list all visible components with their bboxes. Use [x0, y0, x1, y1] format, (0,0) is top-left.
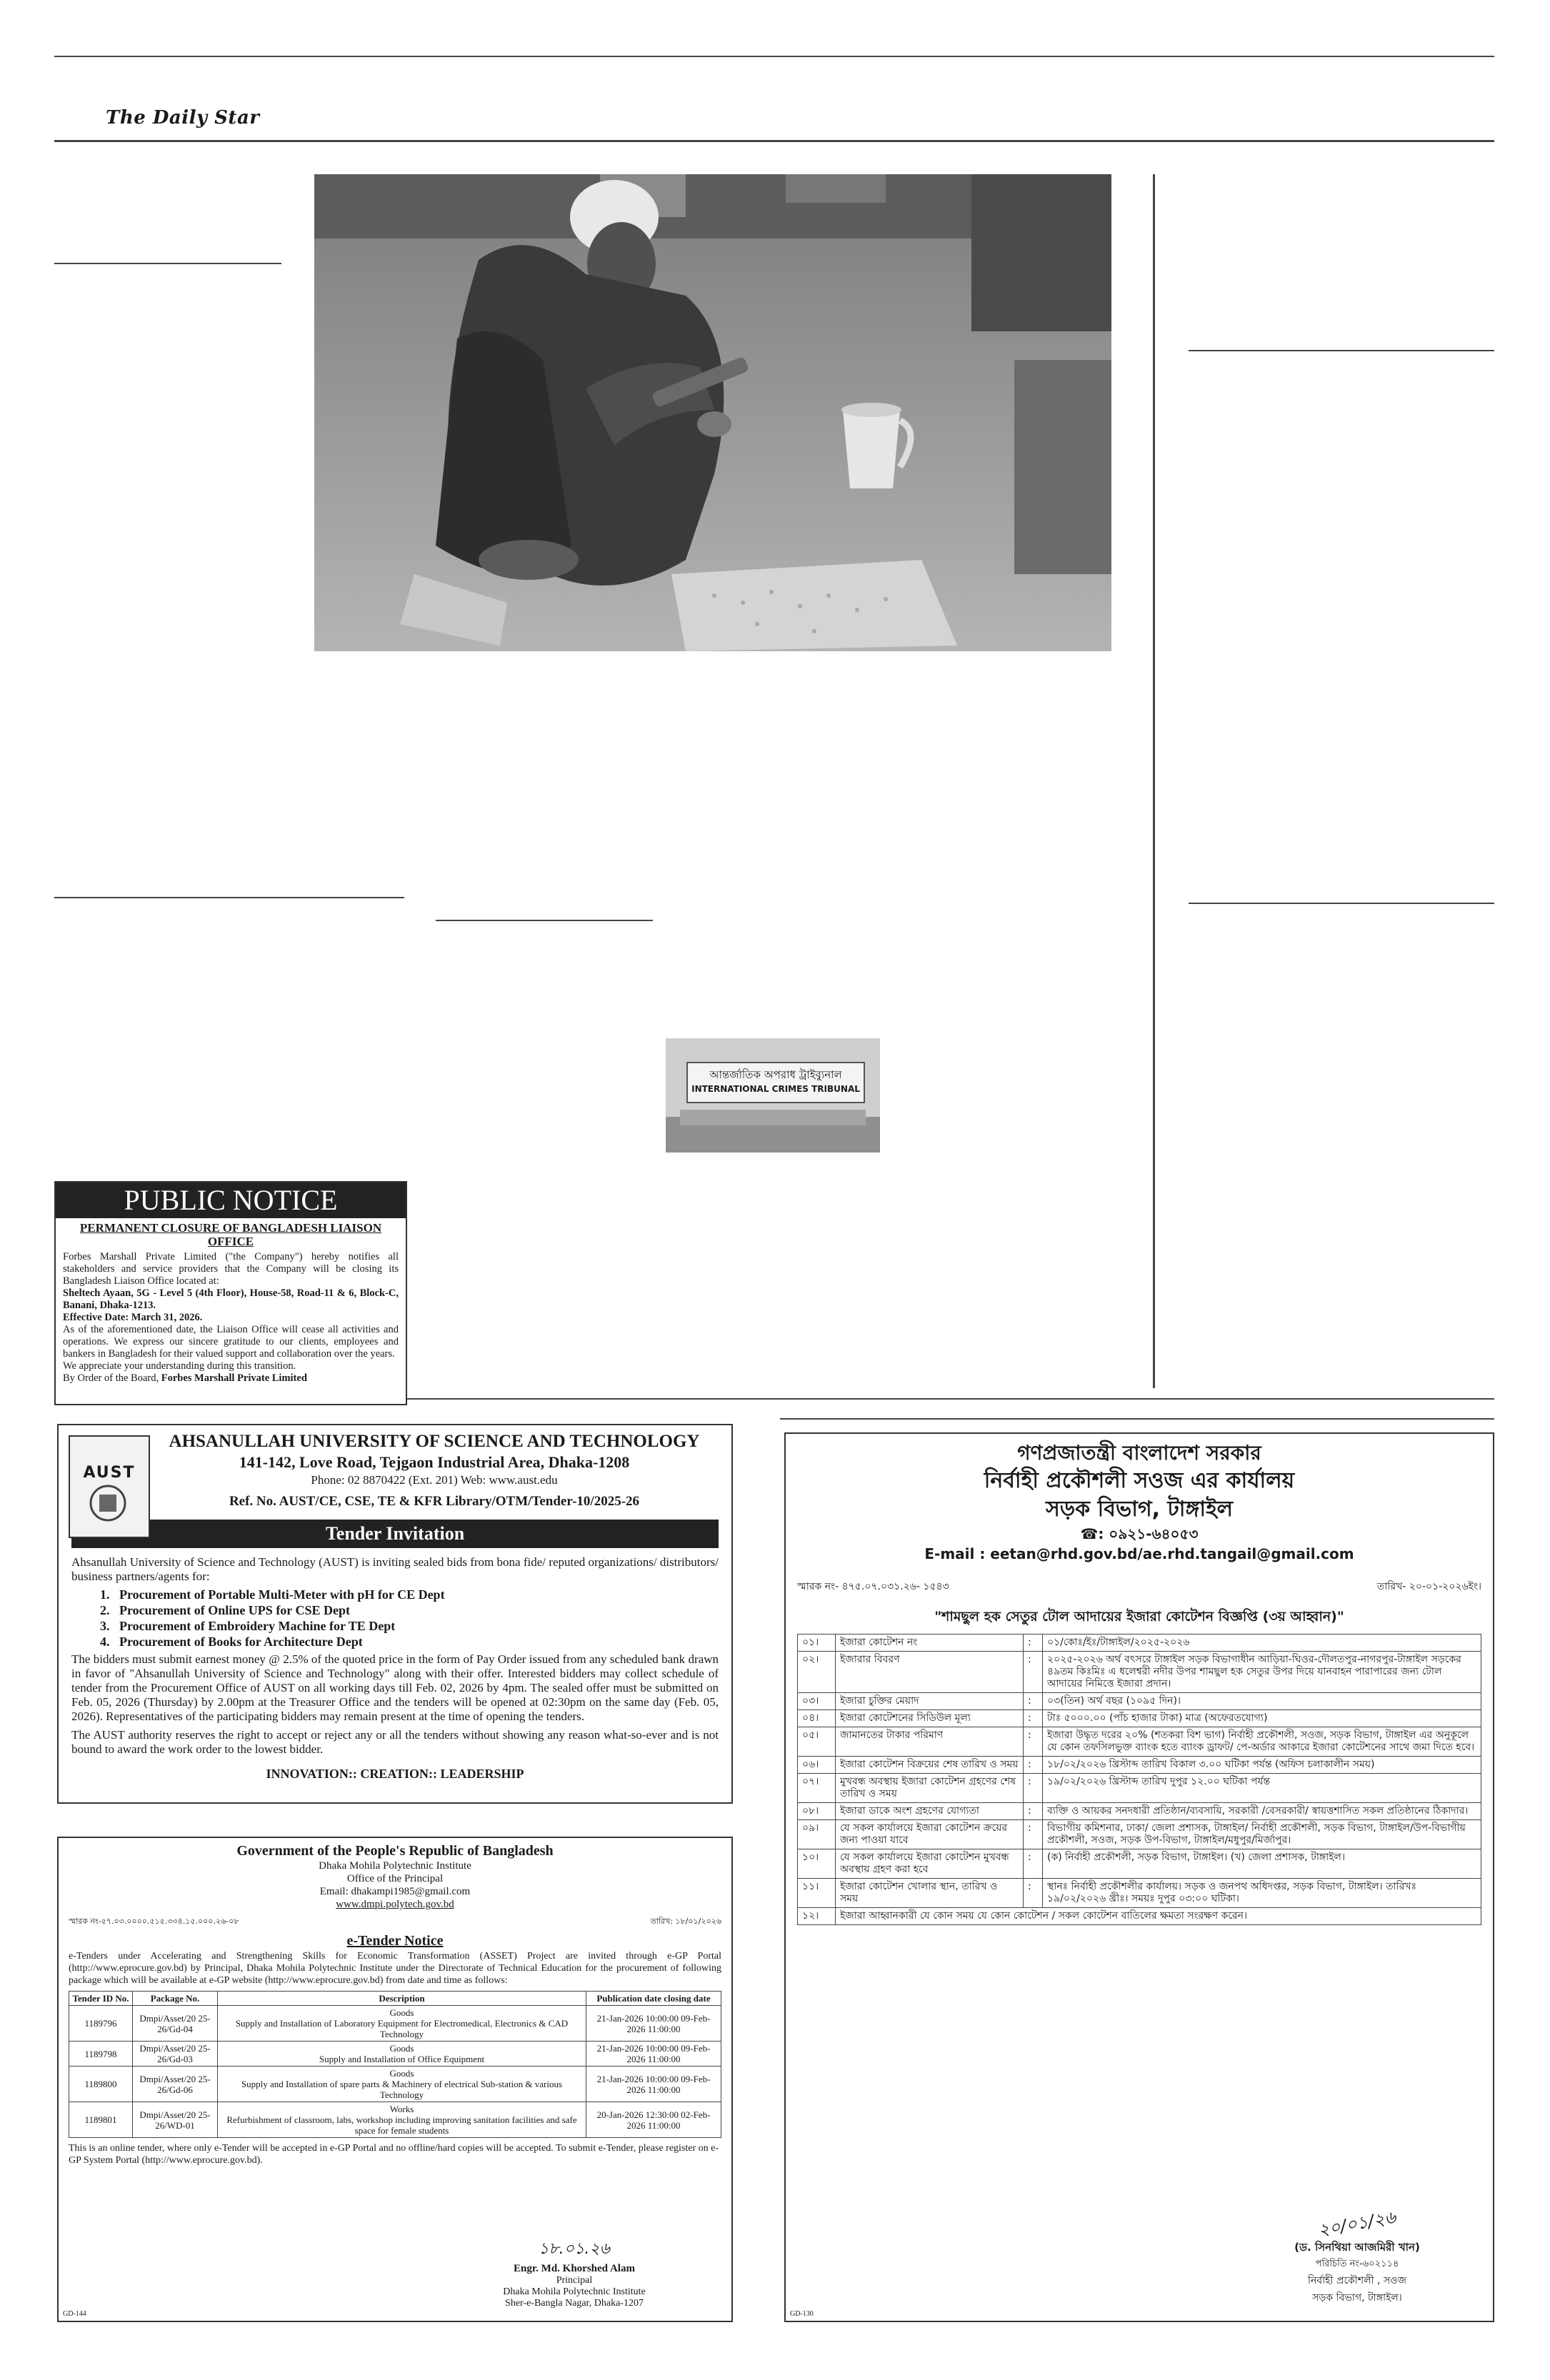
table-row [69, 2067, 721, 2102]
dmpi-web: www.dmpi.polytech.gov.bd [336, 1899, 454, 1910]
dmpi-desc-text: Supply and Installation of spare parts & Machinery of electrical Sub-station & various Technology [241, 2079, 563, 2100]
ict-building-image [666, 1038, 880, 1153]
aust-item: 1. Procurement of Portable Multi-Meter with pH for CE Dept [100, 1587, 445, 1602]
masthead-rule [54, 140, 1494, 142]
dmpi-memo: স্মারক নং-৫৭.০৩.০০০০.৫১৫.৩৩৪.১৫.০০০.২৬-০৮ [69, 1917, 239, 1926]
aust-para2: The AUST authority reserves the right to accept or reject any or all the tenders without showing any reason what-so-ever and is not bound to award the work order to the lowest bidder. [71, 1728, 719, 1756]
table-row [69, 2042, 721, 2067]
public-notice-address: Sheltech Ayaan, 5G - Level 5 (4th Floor), House-58, Road-11 & 6, Block-C, Banani, Dhaka-1213. [63, 1287, 399, 1311]
dmpi-description [218, 2006, 586, 2042]
ict-sign-bangla: আন্তর্জাতিক অপরাধ ট্রাইব্যুনাল [709, 1068, 842, 1081]
rhd-quotation-table [797, 1634, 1481, 1925]
table-row: ১১। ইজারা কোটেশন খোলার স্থান, তারিখ ও সময় : স্থানঃ নির্বাহী প্রকৌশলীর কার্যালয়। সড়ক ও জনপথ অধিদপ্তর, সড়ক বিভাগ, টাঙ্গাইল। তারিখঃ ১৯/০২/২০২৬ খ্রীঃ। সময়ঃ দুপুর ০৩:০০ ঘটিকা। [798, 1879, 1481, 1908]
rhd-row-key: ইজারা আহ্বানকারী যে কোন সময় যে কোন কোটেশন / সকল কোটেশন বাতিলের ক্ষমতা সংরক্ষণ করেন। [836, 1908, 1481, 1925]
rhd-row-key: মুখবন্ধ অবস্থায় ইজারা কোটেশন গ্রহণের শেষ তারিখ ও সময় [836, 1774, 1024, 1803]
aust-tender-banner: Tender Invitation [71, 1520, 719, 1548]
rhd-date: তারিখ- ২০-০১-২০২৬ইং। [1376, 1581, 1481, 1592]
dmpi-description [218, 2102, 586, 2138]
rhd-row-value: টাঃ ৫০০০.০০ (পাঁচ হাজার টাকা) মাত্র (অফেরতযোগ্য) [1043, 1710, 1481, 1727]
rhd-sign-date: ২০/০১/২৬ [1316, 2206, 1398, 2241]
dmpi-gov: Government of the People's Republic of Bangladesh [236, 1843, 554, 1859]
rhd-row-no: ১২। [798, 1908, 836, 1925]
left-col-rule-2 [54, 897, 404, 898]
rhd-row-no: ১১। [798, 1879, 836, 1908]
dmpi-intro: e-Tenders under Accelerating and Strengthening Skills for Economic Transformation (ASSET) Project are invited through e-GP Portal (http://www.eprocure.gov.bd) by Principal, Dhaka Mohila Polytechnic Institute under the Directorate of Technical Education for the procurement of following package which will be available at e-GP website (http://www.eprocure.gov.bd) from date and time as follows: [69, 1951, 721, 1986]
rhd-row-key: যে সকল কার্যালয়ে ইজারা কোটেশন মুখবন্ধ অবস্থায় গ্রহণ করা হবে [836, 1849, 1024, 1879]
aust-item: 4. Procurement of Books for Architecture Dept [100, 1635, 363, 1649]
aust-logo-text: AUST [83, 1464, 136, 1482]
left-col-rule-1 [54, 263, 281, 264]
rhd-memo-row [797, 1578, 1481, 1595]
rhd-row-no: ০৩। [798, 1693, 836, 1710]
rhd-dept: সড়ক বিভাগ, টাঙ্গাইল [1045, 1497, 1234, 1522]
dmpi-col-package: Package No. [133, 1992, 218, 2006]
dmpi-sign-date: ১৮.০১.২৬ [539, 2240, 610, 2258]
aust-items-list [100, 1587, 719, 1650]
public-notice-intro: Forbes Marshall Private Limited ("the Company") hereby notifies all stakeholders and service providers that the Company will be closing its Bangladesh Liaison Office located at: [63, 1251, 399, 1287]
dmpi-description [218, 2042, 586, 2067]
dmpi-desc-text: Supply and Installation of Laboratory Equipment for Electromedical, Electronics & CAD Technology [235, 2018, 569, 2039]
masthead-logo: The Daily Star [106, 107, 260, 129]
dmpi-type: Goods [389, 2043, 414, 2054]
rhd-row-key: ইজারা কোটেশন খোলার স্থান, তারিখ ও সময় [836, 1879, 1024, 1908]
dmpi-email: Email: dhakampi1985@gmail.com [319, 1886, 471, 1897]
aust-logo [69, 1435, 150, 1538]
aust-item: 2. Procurement of Online UPS for CSE Dept [100, 1603, 350, 1617]
dmpi-package: Dmpi/Asset/20 25-26/WD-01 [133, 2102, 218, 2138]
table-row: ০৯। যে সকল কার্যালয়ে ইজারা কোটেশন ক্রয়ের জন্য পাওয়া যাবে : বিভাগীয় কমিশনার, ঢাকা/ জেলা প্রশাসক, টাঙ্গাইল/ নির্বাহী প্রকৌশলী, সড়ক বিভাগ, টাঙ্গাইল/উপ-বিভাগীয় প্রকৌশলী, সওজ, সড়ক উপ-বিভাগ, টাঙ্গাইল/মধুপুর/মির্জাপুর। [798, 1820, 1481, 1849]
aust-phone-web: Phone: 02 8870422 (Ext. 201) Web: www.aust.edu [311, 1473, 558, 1487]
dmpi-tender-id: 1189800 [69, 2067, 133, 2102]
right-col-rule-1 [1189, 350, 1494, 351]
dmpi-type: Goods [389, 2007, 414, 2018]
rhd-row-no: ০২। [798, 1652, 836, 1693]
dmpi-signer: Engr. Md. Khorshed Alam [514, 2263, 635, 2274]
rhd-gov: গণপ্রজাতন্ত্রী বাংলাদেশ সরকার [1017, 1441, 1261, 1465]
dmpi-package: Dmpi/Asset/20 25-26/Gd-03 [133, 2042, 218, 2067]
dmpi-ad-code: GD-144 [63, 2310, 86, 2318]
rhd-row-no: ০৬। [798, 1757, 836, 1774]
rhd-row-no: ০৯। [798, 1820, 836, 1849]
table-row: ০৪। ইজারা কোটেশনের সিডিউল মূল্য : টাঃ ৫০০০.০০ (পাঁচ হাজার টাকা) মাত্র (অফেরতযোগ্য) [798, 1710, 1481, 1727]
public-notice-para2: As of the aforementioned date, the Liaison Office will cease all activities and operations. We express our sincere gratitude to our clients, employees and bankers in Bangladesh for their valued support and collaboration over the years. [63, 1324, 399, 1360]
rhd-row-value: ইজারা উদ্ধৃত দরের ২০% (শতকরা বিশ ভাগ) নির্বাহী প্রকৌশলী, সওজ, সড়ক বিভাগ, টাঙ্গাইল এর অনুকূলে যে কোন তফসিলভুক্ত ব্যাংক হতে ব্যাংক ড্রাফট/ পে-অর্ডার আকারে ইজারা কোটেশনের সাথে জমা দিতে হবে। [1043, 1727, 1481, 1757]
rhd-heading: "শামছুল হক সেতুর টোল আদায়ের ইজারা কোটেশন বিজ্ঞপ্তি (৩য় আহ্বান)" [934, 1609, 1344, 1625]
rhd-row-key: ইজারার বিবরণ [836, 1652, 1024, 1693]
public-notice-subtitle: PERMANENT CLOSURE OF BANGLADESH LIAISON OFFICE [79, 1221, 382, 1248]
dmpi-office: Office of the Principal [346, 1873, 444, 1884]
rhd-row-value: ২০২৫-২০২৬ অর্থ বৎসরে টাঙ্গাইল সড়ক বিভাগাধীন আড়িয়া-ঘিওর-দৌলতপুর-নাগরপুর-টাঙ্গাইল সড়কের ৪৯তম কিঃমিঃ এ ধলেশ্বরী নদীর উপর শামছুল হক সেতুর উপর দিয়ে যানবাহন পারাপারের জন্য টোল আদায়ের নিমিত্তে ইজারা প্রদান। [1043, 1652, 1481, 1693]
rhd-signer: (ড. সিনথিয়া আজমিরী খান) [1294, 2241, 1420, 2254]
rhd-row-value: ব্যক্তি ও আয়কর সনদধারী প্রতিষ্ঠান/ব্যবসায়ি, সরকারী /বেসরকারী/ স্বায়ত্তশাসিত সকল প্রতিষ্ঠানের ঠিকাদার। [1043, 1803, 1481, 1820]
table-row [69, 2006, 721, 2042]
dmpi-dates: 20-Jan-2026 12:30:00 02-Feb-2026 11:00:00 [586, 2102, 721, 2138]
dmpi-desc-text: Refurbishment of classroom, labs, workshop including improving sanitation facilities and safe space for female students [226, 2114, 577, 2136]
rhd-row-key: ইজারা চুক্তির মেয়াদ [836, 1693, 1024, 1710]
dmpi-col-dates: Publication date closing date [586, 1992, 721, 2006]
rhd-row-no: ০৫। [798, 1727, 836, 1757]
rhd-row-no: ০১। [798, 1635, 836, 1652]
rhd-row-value: ১৮/০২/২০২৬ খ্রিস্টাব্দ তারিখ বিকাল ৩.০০ ঘটিকা পর্যন্ত (অফিস চলাকালীন সময়) [1043, 1757, 1481, 1774]
dmpi-package: Dmpi/Asset/20 25-26/Gd-06 [133, 2067, 218, 2102]
rhd-office: নির্বাহী প্রকৌশলী সওজ এর কার্যালয় [984, 1468, 1295, 1493]
public-notice-para3: We appreciate your understanding during this transition. [63, 1360, 296, 1372]
news-photo [314, 174, 1111, 651]
aust-ref: Ref. No. AUST/CE, CSE, TE & KFR Library/OTM/Tender-10/2025-26 [229, 1494, 640, 1509]
rhd-ad-code: GD-130 [790, 2310, 814, 2318]
rhd-row-no: ০৭। [798, 1774, 836, 1803]
ict-sign-english: INTERNATIONAL CRIMES TRIBUNAL [691, 1084, 860, 1094]
dmpi-memo-row [69, 1915, 721, 1929]
dmpi-signer-title: Principal [556, 2275, 593, 2286]
table-row [69, 2102, 721, 2138]
rhd-signer-title: নির্বাহী প্রকৌশলী , সওজ [1307, 2275, 1407, 2286]
public-notice-order-prefix: By Order of the Board, [63, 1372, 161, 1384]
aust-emblem-icon [70, 1482, 146, 1525]
public-notice-ad [54, 1181, 407, 1405]
table-row: ০১। ইজারা কোটেশন নং : ০১/কোঃ/ইঃ/টাঙ্গাইল/২০২৫-২০২৬ [798, 1635, 1481, 1652]
table-row: ০৭। মুখবন্ধ অবস্থায় ইজারা কোটেশন গ্রহণের শেষ তারিখ ও সময় : ১৯/০২/২০২৬ খ্রিস্টাব্দ তারিখ দুপুর ১২.০০ ঘটিকা পর্যন্ত [798, 1774, 1481, 1803]
table-row: ০৫। জামানতের টাকার পরিমাণ : ইজারা উদ্ধৃত দরের ২০% (শতকরা বিশ ভাগ) নির্বাহী প্রকৌশলী, সওজ, সড়ক বিভাগ, টাঙ্গাইল এর অনুকূলে যে কোন তফসিলভুক্ত ব্যাংক হতে ব্যাংক ড্রাফট/ পে-অর্ডার আকারে ইজারা কোটেশনের সাথে জমা দিতে হবে। [798, 1727, 1481, 1757]
dmpi-dates: 21-Jan-2026 10:00:00 09-Feb-2026 11:00:00 [586, 2006, 721, 2042]
dmpi-description [218, 2067, 586, 2102]
public-notice-order [63, 1372, 399, 1385]
dmpi-date: তারিখ: ১৮/০১/২০২৬ [650, 1917, 721, 1926]
dmpi-type: Works [389, 2104, 414, 2114]
public-notice-body [56, 1248, 406, 1387]
rhd-row-key: যে সকল কার্যালয়ে ইজারা কোটেশন ক্রয়ের জন্য পাওয়া যাবে [836, 1820, 1024, 1849]
public-notice-order-company: Forbes Marshall Private Limited [161, 1372, 307, 1384]
dmpi-tender-id: 1189796 [69, 2006, 133, 2042]
dmpi-institute: Dhaka Mohila Polytechnic Institute [319, 1860, 471, 1872]
rhd-row-value: বিভাগীয় কমিশনার, ঢাকা/ জেলা প্রশাসক, টাঙ্গাইল/ নির্বাহী প্রকৌশলী, সড়ক বিভাগ, টাঙ্গাইল/উপ-বিভাগীয় প্রকৌশলী, সওজ, সড়ক উপ-বিভাগ, টাঙ্গাইল/মধুপুর/মির্জাপুর। [1043, 1820, 1481, 1849]
rhd-row-key: ইজারা কোটেশন বিক্রয়ের শেষ তারিখ ও সময় [836, 1757, 1024, 1774]
dmpi-heading: e-Tender Notice [346, 1933, 444, 1949]
dmpi-tender-table [69, 1991, 721, 2138]
rhd-quotation-notice [784, 1432, 1494, 2322]
dmpi-dates: 21-Jan-2026 10:00:00 09-Feb-2026 11:00:00 [586, 2067, 721, 2102]
right-col-rule-2 [1189, 903, 1494, 904]
rhd-email: E-mail : eetan@rhd.gov.bd/ae.rhd.tangail@gmail.com [924, 1545, 1354, 1562]
aust-para1: The bidders must submit earnest money @ 2.5% of the quoted price in the form of Pay Order issued from any scheduled bank drawn in favor of "Ahsanullah University of Science and Technology" along with their offer. Interested bidders may collect schedule of tender from the Procurement Office of AUST on all working days till Feb. 02, 2026 by 4pm. The sealed offer must be submitted on Feb. 05, 2026 (Thursday) by 2.00pm at the Treasurer Office and the tenders will be opened at 02:30pm on the same day (Feb. 05, 2026). Representatives of the participating bidders may remain present at the time of opening the tenders. [71, 1652, 719, 1723]
rhd-row-value: স্থানঃ নির্বাহী প্রকৌশলীর কার্যালয়। সড়ক ও জনপথ অধিদপ্তর, সড়ক বিভাগ, টাঙ্গাইল। তারিখঃ ১৯/০২/২০২৬ খ্রীঃ। সময়ঃ দুপুর ০৩:০০ ঘটিকা। [1043, 1879, 1481, 1908]
dmpi-col-id: Tender ID No. [69, 1992, 133, 2006]
rhd-memo: স্মারক নং- ৪৭৫.০৭.০৩১.২৬- ১৫৪৩ [797, 1581, 949, 1592]
ict-tribunal-photo [666, 1038, 880, 1153]
aust-item: 3. Procurement of Embroidery Machine for TE Dept [100, 1619, 396, 1633]
stone-worker-photo [314, 174, 1111, 651]
public-notice-effective-date: Effective Date: March 31, 2026. [63, 1312, 203, 1323]
table-row: ০৩। ইজারা চুক্তির মেয়াদ : ০৩(তিন) অর্থ বছর (১০৯৫ দিন)। [798, 1693, 1481, 1710]
rhd-phone: ☎: ০৯২১-৬৪০৫৩ [1080, 1525, 1199, 1542]
dmpi-signer-addr: Sher-e-Bangla Nagar, Dhaka-1207 [505, 2298, 644, 2309]
table-row: ১০। যে সকল কার্যালয়ে ইজারা কোটেশন মুখবন্ধ অবস্থায় গ্রহণ করা হবে : (ক) নির্বাহী প্রকৌশলী, সড়ক বিভাগ, টাঙ্গাইল। (খ) জেলা প্রশাসক, টাঙ্গাইল। [798, 1849, 1481, 1879]
dmpi-col-description: Description [218, 1992, 586, 2006]
rhd-row-no: ১০। [798, 1849, 836, 1879]
aust-intro: Ahsanullah University of Science and Technology (AUST) is inviting sealed bids from bona fide/ reputed organizations/ distributors/ business partners/agents for: [71, 1555, 719, 1583]
rhd-row-key: ইজারা ডাকে অংশ গ্রহণের যোগ্যতা [836, 1803, 1024, 1820]
dmpi-dates: 21-Jan-2026 10:00:00 09-Feb-2026 11:00:00 [586, 2042, 721, 2067]
rhd-signature-block [1243, 2206, 1471, 2306]
aust-motto: INNOVATION:: CREATION:: LEADERSHIP [266, 1767, 524, 1781]
dmpi-type: Goods [389, 2068, 414, 2079]
dmpi-package: Dmpi/Asset/20 25-26/Gd-04 [133, 2006, 218, 2042]
table-row [798, 1908, 1481, 1925]
dmpi-signer-inst: Dhaka Mohila Polytechnic Institute [503, 2286, 646, 2297]
rhd-row-key: ইজারা কোটেশন নং [836, 1635, 1024, 1652]
right-column-divider [1153, 174, 1155, 1388]
rhd-row-value: (ক) নির্বাহী প্রকৌশলী, সড়ক বিভাগ, টাঙ্গাইল। (খ) জেলা প্রশাসক, টাঙ্গাইল। [1043, 1849, 1481, 1879]
dmpi-signature-block [446, 2236, 703, 2309]
rhd-signer-id: পরিচিতি নং-৬০২১১৪ [1315, 2259, 1399, 2269]
rhd-row-key: ইজারা কোটেশনের সিডিউল মূল্য [836, 1710, 1024, 1727]
dmpi-table-header [69, 1992, 721, 2006]
rhd-row-key: জামানতের টাকার পরিমাণ [836, 1727, 1024, 1757]
aust-tender-ad [57, 1424, 733, 1804]
rhd-row-value: ০৩(তিন) অর্থ বছর (১০৯৫ দিন)। [1043, 1693, 1481, 1710]
dmpi-footer: This is an online tender, where only e-Tender will be accepted in e-GP Portal and no offline/hard copies will be accepted. To submit e-Tender, please register on e-GP System Portal (http://www.eprocure.gov.bd). [69, 2143, 719, 2166]
dmpi-desc-text: Supply and Installation of Office Equipment [319, 2054, 485, 2064]
ads-right-rule [780, 1418, 1494, 1420]
dmpi-etender-ad [57, 1837, 733, 2322]
aust-address: 141-142, Love Road, Tejgaon Industrial Area, Dhaka-1208 [239, 1453, 630, 1471]
rhd-row-value: ০১/কোঃ/ইঃ/টাঙ্গাইল/২০২৫-২০২৬ [1043, 1635, 1481, 1652]
table-row: ০৮। ইজারা ডাকে অংশ গ্রহণের যোগ্যতা : ব্যক্তি ও আয়কর সনদধারী প্রতিষ্ঠান/ব্যবসায়ি, সরকারী /বেসরকারী/ স্বায়ত্তশাসিত সকল প্রতিষ্ঠানের ঠিকাদার। [798, 1803, 1481, 1820]
rhd-signer-dept: সড়ক বিভাগ, টাঙ্গাইল। [1312, 2292, 1402, 2304]
table-row: ০২। ইজারার বিবরণ : ২০২৫-২০২৬ অর্থ বৎসরে টাঙ্গাইল সড়ক বিভাগাধীন আড়িয়া-ঘিওর-দৌলতপুর-নাগরপুর-টাঙ্গাইল সড়কের ৪৯তম কিঃমিঃ এ ধলেশ্বরী নদীর উপর শামছুল হক সেতুর উপর দিয়ে যানবাহন পারাপারের জন্য টোল আদায়ের নিমিত্তে ইজারা প্রদান। [798, 1652, 1481, 1693]
rhd-row-value: ১৯/০২/২০২৬ খ্রিস্টাব্দ তারিখ দুপুর ১২.০০ ঘটিকা পর্যন্ত [1043, 1774, 1481, 1803]
top-rule [54, 56, 1494, 57]
rhd-row-no: ০৮। [798, 1803, 836, 1820]
table-row: ০৬। ইজারা কোটেশন বিক্রয়ের শেষ তারিখ ও সময় : ১৮/০২/২০২৬ খ্রিস্টাব্দ তারিখ বিকাল ৩.০০ ঘটিকা পর্যন্ত (অফিস চলাকালীন সময়) [798, 1757, 1481, 1774]
public-notice-title: PUBLIC NOTICE [56, 1183, 406, 1218]
dmpi-tender-id: 1189801 [69, 2102, 133, 2138]
dmpi-tender-id: 1189798 [69, 2042, 133, 2067]
rhd-row-no: ০৪। [798, 1710, 836, 1727]
aust-university-name: AHSANULLAH UNIVERSITY OF SCIENCE AND TECHNOLOGY [169, 1432, 700, 1451]
mid-col-rule [436, 920, 653, 921]
